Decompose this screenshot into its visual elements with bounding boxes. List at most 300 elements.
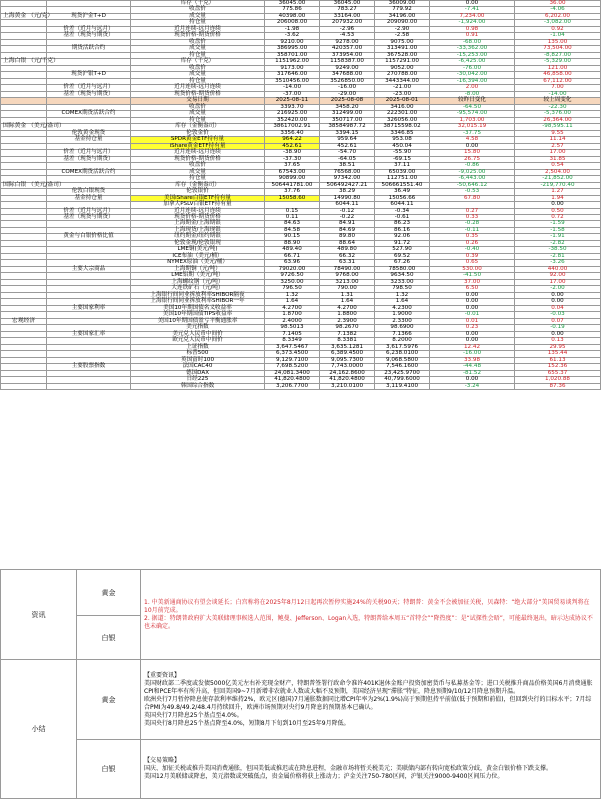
change-day-cell: 0.98 bbox=[430, 26, 515, 32]
change-day-cell: 1,703.00 bbox=[430, 117, 515, 123]
change-day-cell: 0.00 bbox=[430, 1, 515, 7]
change-week-cell: -38.50 bbox=[515, 247, 601, 253]
change-day-cell: 0.00 bbox=[430, 143, 515, 149]
change-week-cell: -4.06 bbox=[515, 7, 601, 13]
value-cell-d2: 14990.80 bbox=[320, 195, 375, 201]
value-cell-d3: 798.50 bbox=[375, 286, 430, 292]
change-week-cell: -1.91 bbox=[515, 234, 601, 240]
change-day-cell: 0.00 bbox=[430, 299, 515, 305]
subcategory-cell: 价差（近月与远月） bbox=[47, 85, 131, 91]
value-cell-d3: 69.52 bbox=[375, 253, 430, 259]
value-cell-d3: 92.06 bbox=[375, 234, 430, 240]
value-cell-d3: 37.11 bbox=[375, 163, 430, 169]
value-cell-d3: -0.34 bbox=[375, 208, 430, 214]
change-day-cell: -0.11 bbox=[430, 227, 515, 233]
value-cell-d3: 779.92 bbox=[375, 7, 430, 13]
change-day-cell: -81.52 bbox=[430, 370, 515, 376]
value-cell-d3: 9075.00 bbox=[375, 39, 430, 45]
value-cell-d1: 506441781.00 bbox=[265, 182, 320, 188]
subcategory-cell: 基金持仓量 bbox=[47, 195, 131, 201]
change-week-cell: -98,595.11 bbox=[515, 124, 601, 130]
value-cell-d1: 37.76 bbox=[265, 189, 320, 195]
value-cell-d2: -4.53 bbox=[320, 33, 375, 39]
value-cell-d3: 98.6900 bbox=[375, 325, 430, 331]
value-cell-d3: 15056.66 bbox=[375, 195, 430, 201]
value-cell-d3: 953.08 bbox=[375, 137, 430, 143]
value-cell-d1: 352420.00 bbox=[265, 117, 320, 123]
change-day-cell: -0.01 bbox=[430, 312, 515, 318]
change-day-cell: 4.58 bbox=[430, 137, 515, 143]
value-cell-d3: 65039.00 bbox=[375, 169, 430, 175]
value-cell-d1: 90.15 bbox=[265, 234, 320, 240]
value-cell-d3: 3,119.4100 bbox=[375, 383, 430, 389]
value-cell-d2: 2025-08-08 bbox=[320, 98, 375, 104]
subcategory-cell: 基差（现货与期货） bbox=[47, 91, 131, 97]
value-cell-d1: 7,698.5200 bbox=[265, 364, 320, 370]
change-day-cell: 0.33 bbox=[430, 214, 515, 220]
summary-gold-label: 黄金 bbox=[77, 660, 141, 740]
value-cell-d2: 9,095.7300 bbox=[320, 357, 375, 363]
change-day-cell: -6,443.00 bbox=[430, 176, 515, 182]
value-cell-d1: 98.5013 bbox=[265, 325, 320, 331]
value-cell-d3: 3416.00 bbox=[375, 104, 430, 110]
value-cell-d1: 1151962.00 bbox=[265, 59, 320, 65]
value-cell-d1: 36045.00 bbox=[265, 1, 320, 7]
notes-section bbox=[0, 569, 600, 800]
value-cell-d2: 3,635.1281 bbox=[320, 344, 375, 350]
subcategory-cell: 主要国家汇率 bbox=[47, 331, 131, 337]
change-week-cell: 0.07 bbox=[515, 318, 601, 324]
item-label-cell: 上海银行间同业拆放利率SHIBOR一年 bbox=[131, 299, 265, 305]
item-label-cell: SPDR黄金ETF持有量 bbox=[131, 137, 265, 143]
change-week-cell: -5,376.00 bbox=[515, 111, 601, 117]
change-day-cell: 0.65 bbox=[430, 260, 515, 266]
value-cell-d2: -64.05 bbox=[320, 156, 375, 162]
change-day-cell: 0.00 bbox=[430, 377, 515, 383]
change-week-cell: 61.13 bbox=[515, 357, 601, 363]
value-cell-d2: 3213.00 bbox=[320, 279, 375, 285]
item-label-cell: 持仓量 bbox=[131, 176, 265, 182]
value-cell-d1: 964.22 bbox=[265, 137, 320, 143]
change-day-cell: -37.75 bbox=[430, 130, 515, 136]
item-label-cell: 上海现货/上海现银 bbox=[131, 227, 265, 233]
change-day-cell: 26.75 bbox=[430, 156, 515, 162]
value-cell-d3: 9634.50 bbox=[375, 273, 430, 279]
change-day-cell: -16.00 bbox=[430, 351, 515, 357]
change-day-cell: 37.00 bbox=[430, 279, 515, 285]
subcategory-cell: 基差（现货与期货） bbox=[47, 33, 131, 39]
value-cell-d2: 452.61 bbox=[320, 143, 375, 149]
value-cell-d2: 790.00 bbox=[320, 286, 375, 292]
item-label-cell: 日经225 bbox=[131, 377, 265, 383]
value-cell-d2: 38.29 bbox=[320, 189, 375, 195]
value-cell-d3: -0.61 bbox=[375, 214, 430, 220]
value-cell-d2: 3394.15 bbox=[320, 130, 375, 136]
value-cell-d3: 40,799.6000 bbox=[375, 377, 430, 383]
value-cell-d1: 358701.00 bbox=[265, 52, 320, 58]
info-text: 1. 中美新通商协议有望会谈延长；白宫称将在2025年8月12日起再次暂停实施24%的关税90天；特朗普：黄金不会被加征关税，贝森特：“绝大部分”美国贸易谈判将在10月前完成。 2. 据道：特朗普政府扩大美联储理事候选人范围，鲍曼、Jefferson、Logan入选，特朗普给本周五“首特会”“降热度”：是“试探性会晤”，可能最终退出，暗示达成协议不也未确定。 bbox=[141, 570, 601, 660]
item-label-cell: 库存（金衡盎司） bbox=[131, 182, 265, 188]
value-cell-d1: 90899.00 bbox=[265, 176, 320, 182]
change-week-cell: 0.04 bbox=[515, 305, 601, 311]
value-cell-d1: 41,820.4800 bbox=[265, 377, 320, 383]
change-day-cell: 15.80 bbox=[430, 150, 515, 156]
change-week-cell: -1.59 bbox=[515, 221, 601, 227]
change-week-cell: 2.57 bbox=[515, 143, 601, 149]
subcategory-cell: 黄金与白银价格比值 bbox=[47, 234, 131, 240]
item-label-cell: 库存（金衡盎司） bbox=[131, 124, 265, 130]
summary-silver-text: 【交易策略】 国庆、加征关税或推升美国消费通胀，但国美低或推迟或在降息进程，金融市场将暂关税美元；美联储内部有转向宽松政策分歧，黄金白银价格下跌支撑。 美国12月美联储或降息，美元指数或突破低点，贵金属价格将获上涨动力；沪金关注750-780区间，沪银关注9000-9400区间压力位。 bbox=[141, 740, 601, 799]
value-cell-d2: 373954.00 bbox=[320, 52, 375, 58]
value-cell-d3: 1.9000 bbox=[375, 312, 430, 318]
item-label-cell: 大连铁矿石（元/吨） bbox=[131, 286, 265, 292]
item-label-cell: 收盘价 bbox=[131, 7, 265, 13]
value-cell-d1: 79020.00 bbox=[265, 266, 320, 272]
value-cell-d2: -54.70 bbox=[320, 150, 375, 156]
value-cell-d1: 3356.40 bbox=[265, 130, 320, 136]
value-cell-d3: 6044.11 bbox=[375, 202, 430, 208]
value-cell-d1: 37.65 bbox=[265, 163, 320, 169]
subcategory-cell: COMEX期货活跃合约 bbox=[47, 169, 131, 175]
change-day-cell: -15,253.00 bbox=[430, 52, 515, 58]
value-cell-d1: 489.40 bbox=[265, 247, 320, 253]
item-label-cell: 收盘价 bbox=[131, 65, 265, 71]
subcategory-cell: 价差（近月与远月） bbox=[47, 150, 131, 156]
change-week-cell: -219,770.40 bbox=[515, 182, 601, 188]
change-week-cell: -3,082.00 bbox=[515, 20, 601, 26]
change-day-cell: 0.00 bbox=[430, 331, 515, 337]
item-label-cell: 韩国综合指数 bbox=[131, 383, 265, 389]
value-cell-d3: 6,238.0100 bbox=[375, 351, 430, 357]
change-day-cell: 0.00 bbox=[430, 338, 515, 344]
change-day-cell: -16,394.00 bbox=[430, 78, 515, 84]
item-label-cell: 库存（千克） bbox=[131, 1, 265, 7]
value-cell-d2: 84.91 bbox=[320, 221, 375, 227]
change-week-cell: 7.00 bbox=[515, 85, 601, 91]
subcategory-cell: 期货活跃合约 bbox=[47, 46, 131, 52]
value-cell-d3: 2.3300 bbox=[375, 318, 430, 324]
change-week-cell: -0.19 bbox=[515, 325, 601, 331]
change-week-cell: 17.00 bbox=[515, 279, 601, 285]
item-label-cell: 收盘价 bbox=[131, 163, 265, 169]
value-cell-d3: 9052.00 bbox=[375, 65, 430, 71]
value-cell-d1: 7.1405 bbox=[265, 331, 320, 337]
value-cell-d3: 222301.00 bbox=[375, 111, 430, 117]
change-day-cell: 33.98 bbox=[430, 357, 515, 363]
value-cell-d3: 270788.00 bbox=[375, 72, 430, 78]
item-label-cell: 现货价格-期货价格 bbox=[131, 214, 265, 220]
change-week-cell: 0.00 bbox=[515, 202, 601, 208]
value-cell-d2: 6,389.4500 bbox=[320, 351, 375, 357]
change-week-cell: 较上周变化 bbox=[515, 98, 601, 104]
change-day-cell: -50,646.12 bbox=[430, 182, 515, 188]
change-day-cell: -0.28 bbox=[430, 221, 515, 227]
change-week-cell: 0.72 bbox=[515, 214, 601, 220]
item-label-cell: 成交量 bbox=[131, 46, 265, 52]
value-cell-d2: 350717.00 bbox=[320, 117, 375, 123]
change-day-cell: -6,425.00 bbox=[430, 59, 515, 65]
value-cell-d1: 2025-08-11 bbox=[265, 98, 320, 104]
change-day-cell: 较昨日变化 bbox=[430, 98, 515, 104]
summary-silver-label: 白银 bbox=[77, 740, 141, 799]
change-day-cell: 0.27 bbox=[430, 208, 515, 214]
value-cell-d1: 84.58 bbox=[265, 227, 320, 233]
value-cell-d3: -55.90 bbox=[375, 150, 430, 156]
subcategory-cell: COMEX期货活跃合约 bbox=[47, 111, 131, 117]
value-cell-d2: 420357.00 bbox=[320, 46, 375, 52]
value-cell-d2: 98.2670 bbox=[320, 325, 375, 331]
value-cell-d2: 1.64 bbox=[320, 299, 375, 305]
value-cell-d3: -23.00 bbox=[375, 91, 430, 97]
change-day-cell: -41.50 bbox=[430, 273, 515, 279]
table-row bbox=[1, 383, 601, 389]
change-week-cell: 92.00 bbox=[515, 273, 601, 279]
change-week-cell: -0.03 bbox=[515, 312, 601, 318]
subcategory-cell: 现货沪金T+D bbox=[47, 13, 131, 19]
value-cell-d3: 527.90 bbox=[375, 247, 430, 253]
value-cell-d1: 3,647.5467 bbox=[265, 344, 320, 350]
change-day-cell: -68.00 bbox=[430, 39, 515, 45]
item-label-cell: 成交量 bbox=[131, 72, 265, 78]
change-week-cell: 0.54 bbox=[515, 163, 601, 169]
value-cell-d3: 112751.00 bbox=[375, 176, 430, 182]
category-cell: 上海黄金 （元/克） bbox=[1, 13, 47, 19]
item-label-cell: 德国DAX bbox=[131, 370, 265, 376]
value-cell-d1: 8.3349 bbox=[265, 338, 320, 344]
value-cell-d1: 63.96 bbox=[265, 260, 320, 266]
value-cell-d3: 3443344.00 bbox=[375, 78, 430, 84]
change-day-cell: 7,234.00 bbox=[430, 13, 515, 19]
change-week-cell: 0.00 bbox=[515, 331, 601, 337]
item-label-cell: 近月连续-远月连续 bbox=[131, 26, 265, 32]
change-week-cell: 36.00 bbox=[515, 1, 601, 7]
subcategory-cell: 主要股票指数 bbox=[47, 364, 131, 370]
item-label-cell: ICE布油（美元/桶） bbox=[131, 253, 265, 259]
change-day-cell: -8.00 bbox=[430, 91, 515, 97]
change-week-cell: 2,504.00 bbox=[515, 169, 601, 175]
value-cell-d2: 959.64 bbox=[320, 137, 375, 143]
value-cell-d3: 67.26 bbox=[375, 260, 430, 266]
value-cell-d2: 3526850.00 bbox=[320, 78, 375, 84]
value-cell-d3: 78580.00 bbox=[375, 266, 430, 272]
value-cell-d2: 9249.00 bbox=[320, 65, 375, 71]
value-cell-d2: 347688.00 bbox=[320, 72, 375, 78]
value-cell-d3: -2.90 bbox=[375, 26, 430, 32]
value-cell-d2: 1158387.00 bbox=[320, 59, 375, 65]
value-cell-d2: 41,820.4800 bbox=[320, 377, 375, 383]
item-label-cell: 上证指数 bbox=[131, 344, 265, 350]
value-cell-d1: 0.11 bbox=[265, 214, 320, 220]
value-cell-d1: 24,081.3400 bbox=[265, 370, 320, 376]
value-cell-d2: 76568.00 bbox=[320, 169, 375, 175]
subcategory-cell: 伦敦黄金现货 bbox=[47, 130, 131, 136]
item-label-cell: iShare黄金ETF持有量 bbox=[131, 143, 265, 149]
item-label-cell: 持仓量 bbox=[131, 20, 265, 26]
value-cell-d2: 4.2700 bbox=[320, 305, 375, 311]
value-cell-d2: 88.64 bbox=[320, 240, 375, 246]
value-cell-d1: 40398.00 bbox=[265, 13, 320, 19]
change-day-cell: 530.00 bbox=[430, 266, 515, 272]
value-cell-d2: -16.00 bbox=[320, 85, 375, 91]
subcategory-cell: 现货沪银T+D bbox=[47, 72, 131, 78]
value-cell-d2: -29.00 bbox=[320, 91, 375, 97]
value-cell-d3: 3,617.5976 bbox=[375, 344, 430, 350]
subcategory-cell: 价差（近月与远月） bbox=[47, 208, 131, 214]
item-label-cell: 美国10年期国债TIPS收益率 bbox=[131, 312, 265, 318]
value-cell-d1: 66.71 bbox=[265, 253, 320, 259]
item-label-cell: 库存（千克） bbox=[131, 59, 265, 65]
change-day-cell: 67.80 bbox=[430, 195, 515, 201]
item-label-cell: 英国富时100 bbox=[131, 357, 265, 363]
change-day-cell: 0.91 bbox=[430, 33, 515, 39]
value-cell-d2: 207932.00 bbox=[320, 20, 375, 26]
value-cell-d3: 450.04 bbox=[375, 143, 430, 149]
change-week-cell: 0.92 bbox=[515, 26, 601, 32]
value-cell-d1: 9210.00 bbox=[265, 39, 320, 45]
change-week-cell: 152.36 bbox=[515, 364, 601, 370]
change-week-cell: -22.30 bbox=[515, 104, 601, 110]
change-day-cell: 0.26 bbox=[430, 240, 515, 246]
item-label-cell: 法国CAC40 bbox=[131, 364, 265, 370]
value-cell-d3: 2025-08-01 bbox=[375, 98, 430, 104]
value-cell-d3: 506661551.40 bbox=[375, 182, 430, 188]
item-label-cell: 现货价格-期货价格 bbox=[131, 33, 265, 39]
value-cell-d1: -3.62 bbox=[265, 33, 320, 39]
item-label-cell: 伦敦银价 bbox=[131, 189, 265, 195]
item-label-cell: NYMEX原油（美元/桶） bbox=[131, 260, 265, 266]
value-cell-d1: 206008.00 bbox=[265, 20, 320, 26]
value-cell-d1: 775.86 bbox=[265, 7, 320, 13]
value-cell-d3: 34196.00 bbox=[375, 13, 430, 19]
value-cell-d2: 97342.00 bbox=[320, 176, 375, 182]
value-cell-d1: 3393.70 bbox=[265, 104, 320, 110]
change-day-cell: 32,015.19 bbox=[430, 124, 515, 130]
change-day-cell: -3.24 bbox=[430, 383, 515, 389]
item-label-cell: 现货价格-期货价格 bbox=[131, 156, 265, 162]
category-cell: 上海白银 （元/千克） bbox=[1, 59, 47, 65]
value-cell-d1: -14.00 bbox=[265, 85, 320, 91]
value-cell-d2: 33164.00 bbox=[320, 13, 375, 19]
item-label-cell: 纽约期金/纽约期银 bbox=[131, 234, 265, 240]
value-cell-d3: 1.64 bbox=[375, 299, 430, 305]
category-cell: 宏观经济 bbox=[1, 318, 47, 324]
change-week-cell: -1.04 bbox=[515, 33, 601, 39]
value-cell-d2: 38.51 bbox=[320, 163, 375, 169]
value-cell-d1: 0.15 bbox=[265, 208, 320, 214]
value-cell-d3: 8.2000 bbox=[375, 338, 430, 344]
value-cell-d2: 489.80 bbox=[320, 247, 375, 253]
item-label-cell: 美元兑人民币中间价 bbox=[131, 331, 265, 337]
item-label-cell: 美元指数 bbox=[131, 325, 265, 331]
item-label-cell: 美国iShare白银ETF持有量 bbox=[131, 195, 265, 201]
change-week-cell: 29.95 bbox=[515, 344, 601, 350]
change-week-cell: -2.81 bbox=[515, 253, 601, 259]
value-cell-d3: 209090.00 bbox=[375, 20, 430, 26]
item-label-cell: 上海期铜（元/吨） bbox=[131, 266, 265, 272]
summary-gold-text: 【重要资讯】 美国财政部二季度或发债5000亿美元左右补充现金财产，特朗普签署行政命令准许401K退休金账户投资加密货币与私募基金等；进口关税推升商品价格美国6月消费通胀CPI和PCE年率有所升高，但回美国9~7月新增非农就业人数或大幅不及预期，美国经济呈现“滞胀”特征，降息预期9/10/12月降息预期升温。 欧洲央行7月暂停降息使存款利率维持2%，欧元区(德国)7月通胀数据同比增CPI年率为2%(1.9%)高于预期但持平前值(低于预期和前值)，但回到央行的目标水平；7月综合PMI为49.8/49.2/48.4月持续回升，欧洲市场预期对央行9月降息的预期基本已确认。 英国央行7月降息25个基点至4.0%。 美国央行8月降息25个基点降至4.0%，短期8月下旬到10月至25年9月降低。 bbox=[141, 660, 601, 740]
value-cell-d3: 91.72 bbox=[375, 240, 430, 246]
change-day-cell: -0.53 bbox=[430, 189, 515, 195]
item-label-cell: 近月连续-远月连续 bbox=[131, 208, 265, 214]
subcategory-cell: 基差（现货与期货） bbox=[47, 156, 131, 162]
value-cell-d2: 9278.00 bbox=[320, 39, 375, 45]
info-gold-label: 黄金 bbox=[77, 570, 141, 616]
change-week-cell: 17.00 bbox=[515, 150, 601, 156]
change-week-cell: 11.14 bbox=[515, 137, 601, 143]
subcategory-cell: 价差（近月与远月） bbox=[47, 26, 131, 32]
subcategory-cell: 主要国家利率 bbox=[47, 305, 131, 311]
value-cell-d1: 9,129.7100 bbox=[265, 357, 320, 363]
item-label-cell: 收盘价 bbox=[131, 39, 265, 45]
change-week-cell: -14.00 bbox=[515, 91, 601, 97]
change-day-cell: -30,042.00 bbox=[430, 72, 515, 78]
change-week-cell: 135.00 bbox=[515, 39, 601, 45]
change-day-cell: -44.48 bbox=[430, 364, 515, 370]
value-cell-d1: 67543.00 bbox=[265, 169, 320, 175]
value-cell-d1: -38.90 bbox=[265, 150, 320, 156]
item-label-cell: 美国10年期国债盈亏平衡通胀率 bbox=[131, 318, 265, 324]
change-day-cell: 0.39 bbox=[430, 253, 515, 259]
change-week-cell: -8,827.00 bbox=[515, 52, 601, 58]
value-cell-d1: 317646.00 bbox=[265, 72, 320, 78]
change-day-cell: 0.01 bbox=[430, 318, 515, 324]
value-cell-d1: 9726.50 bbox=[265, 273, 320, 279]
value-cell-d1: 88.90 bbox=[265, 240, 320, 246]
item-label-cell: 上海期金/上海期银 bbox=[131, 221, 265, 227]
value-cell-d1: 1.32 bbox=[265, 292, 320, 298]
value-cell-d2: 63.31 bbox=[320, 260, 375, 266]
value-cell-d3: 3233.00 bbox=[375, 279, 430, 285]
item-label-cell: 成交量 bbox=[131, 169, 265, 175]
change-day-cell: -95,574.00 bbox=[430, 111, 515, 117]
value-cell-d1: 38617002.91 bbox=[265, 124, 320, 130]
value-cell-d1: -37.30 bbox=[265, 156, 320, 162]
change-day-cell: -0.40 bbox=[430, 247, 515, 253]
value-cell-d1: 216925.00 bbox=[265, 111, 320, 117]
value-cell-d1: 6,373.4500 bbox=[265, 351, 320, 357]
change-week-cell: 1.27 bbox=[515, 189, 601, 195]
change-week-cell: 655.37 bbox=[515, 370, 601, 376]
item-label-cell: 近月连续-远月连续 bbox=[131, 150, 265, 156]
value-cell-d3: 86.23 bbox=[375, 221, 430, 227]
value-cell-d1: 796.50 bbox=[265, 286, 320, 292]
change-day-cell: -76.00 bbox=[430, 65, 515, 71]
value-cell-d3: 23,425.9700 bbox=[375, 370, 430, 376]
subcategory-cell: 伦敦白银现货 bbox=[47, 189, 131, 195]
category-cell: 国际黄金 （美元/盎司） bbox=[1, 124, 47, 130]
value-cell-d1: -37.00 bbox=[265, 91, 320, 97]
value-cell-d2: 7,743.0000 bbox=[320, 364, 375, 370]
item-label-cell: 标普500 bbox=[131, 351, 265, 357]
change-week-cell: -21,852.00 bbox=[515, 176, 601, 182]
value-cell-d3: -21.00 bbox=[375, 85, 430, 91]
value-cell-d1: 9173.00 bbox=[265, 65, 320, 71]
subcategory-cell: 基差（现货与期货） bbox=[47, 214, 131, 220]
value-cell-d3: 7.1366 bbox=[375, 331, 430, 337]
change-week-cell: -5,329.00 bbox=[515, 59, 601, 65]
item-label-cell: 加拿大PSLV白银ETF持有量 bbox=[131, 202, 265, 208]
price-table bbox=[0, 0, 601, 390]
change-week-cell: 26,364.00 bbox=[515, 117, 601, 123]
value-cell-d2: 9768.00 bbox=[320, 273, 375, 279]
change-day-cell: 12.42 bbox=[430, 344, 515, 350]
value-cell-d3: 1157291.00 bbox=[375, 59, 430, 65]
change-week-cell: 46,858.00 bbox=[515, 72, 601, 78]
change-week-cell: 440.00 bbox=[515, 266, 601, 272]
value-cell-d2: 7.1382 bbox=[320, 331, 375, 337]
value-cell-d2: 8.3381 bbox=[320, 338, 375, 344]
value-cell-d1: 1.8700 bbox=[265, 312, 320, 318]
